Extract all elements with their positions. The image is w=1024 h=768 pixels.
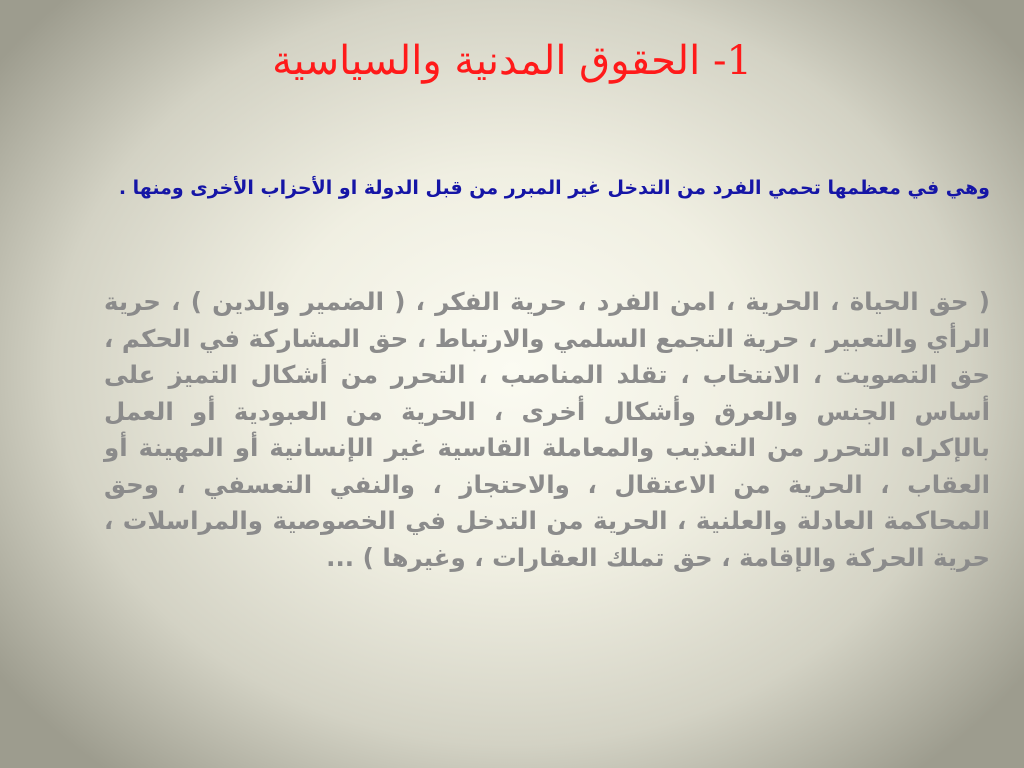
intro-paragraph: وهي في معظمها تحمي الفرد من التدخل غير المبرر من قبل الدولة او الأحزاب الأخرى ومنها .	[118, 177, 990, 199]
rights-list-paragraph: ( حق الحياة ، الحرية ، امن الفرد ، حرية الفكر ، ( الضمير والدين ) ، حرية الرأي والتعبير ، حرية التجمع السلمي والارتباط ، حق المشاركة في الحكم ، حق التصويت ، الانتخاب ، تقلد المناصب ، التحرر من أشكال التميز على أساس الجنس والعرق وأشكال أخرى ، الحرية من العبودية أو العمل بالإكراه التحرر من التعذيب والمعاملة القاسية غير الإنسانية أو المهينة أو العقاب ، الحرية من الاعتقال ، والاحتجاز ، والنفي التعسفي ، وحق المحاكمة العادلة والعلنية ، الحرية من التدخل في الخصوصية والمراسلات ، حرية الحركة والإقامة ، حق تملك العقارات ، وغيرها ) ...	[104, 287, 990, 572]
slide-title: 1- الحقوق المدنية والسياسية	[272, 38, 752, 84]
